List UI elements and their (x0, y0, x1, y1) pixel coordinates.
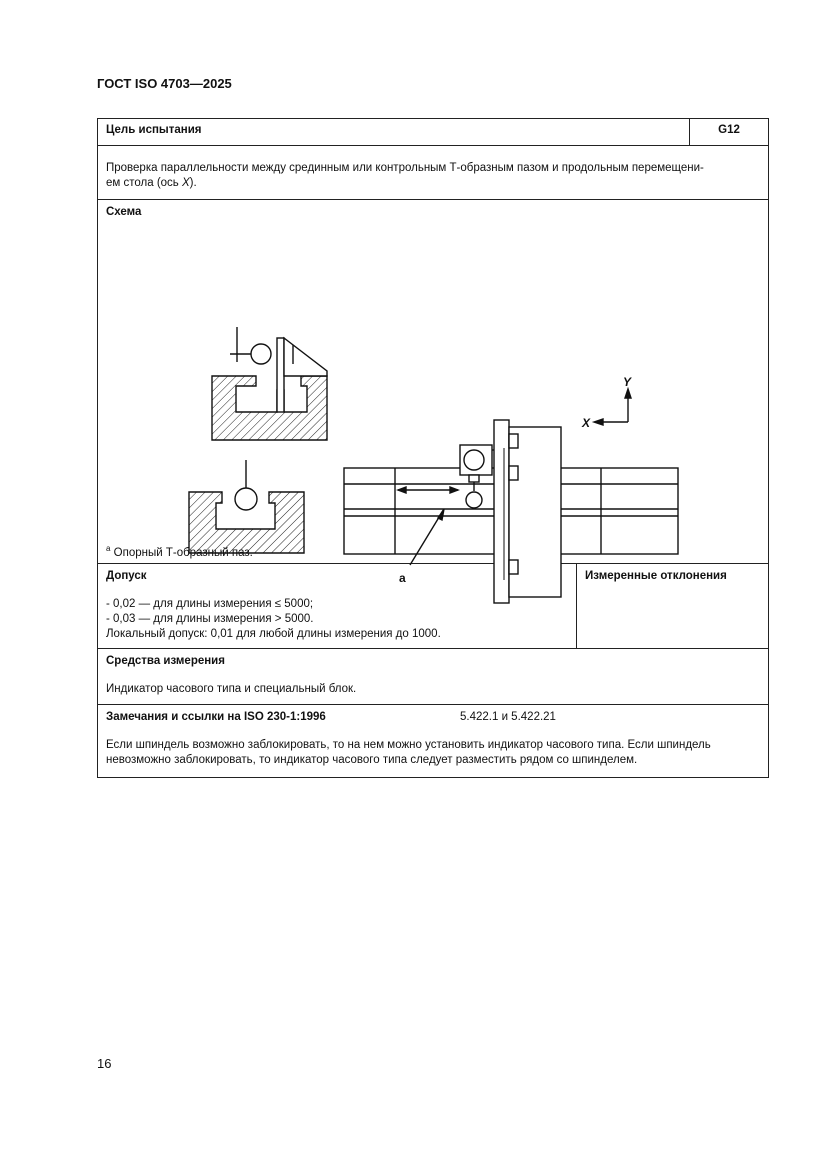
callout-label: a (399, 571, 406, 585)
axis-label-x: X (582, 416, 591, 430)
axis-indicator (594, 389, 631, 425)
purpose-suffix: ). (189, 177, 197, 189)
tolerance-line-3: Локальный допуск: 0,01 для любой длины измерения до 1000. (106, 628, 441, 640)
test-sheet (97, 118, 769, 778)
remarks-section (98, 705, 768, 777)
document-header: ГОСТ ISO 4703—2025 (97, 76, 232, 91)
test-code: G12 (689, 119, 768, 145)
measuring-tools-section (98, 649, 768, 705)
scheme-footnote (106, 541, 253, 561)
measured-deviations-cell: Измеренные отклонения (576, 564, 768, 648)
test-title-row (98, 119, 768, 146)
remarks-text-2: невозможно заблокировать, то индикатор часового типа следует разместить рядом со шпинделем. (106, 754, 638, 766)
page-number: 16 (97, 1056, 112, 1071)
tools-label: Средства измерения (106, 655, 225, 667)
tolerance-label: Допуск (106, 570, 147, 582)
remarks-text-1: Если шпиндель возможно заблокировать, то на нем можно установить индикатор часового типа. Если шпиндель (106, 739, 711, 751)
tolerance-line-2: - 0,03 — для длины измерения > 5000. (106, 613, 314, 625)
purpose-line-1: Проверка параллельности между срединным или контрольным Т-образным пазом и продольным перемещени- (106, 162, 704, 174)
axis-label-y: Y (623, 375, 632, 389)
remarks-label: Замечания и ссылки на ISO 230-1:1996 (106, 711, 326, 723)
tolerance-cell (98, 564, 576, 648)
test-purpose (98, 146, 768, 200)
tools-text: Индикатор часового типа и специальный блок. (106, 683, 357, 695)
remarks-reference: 5.422.1 и 5.422.21 (460, 711, 556, 723)
scheme-label: Схема (106, 206, 142, 218)
tolerance-line-1: - 0,02 — для длины измерения ≤ 5000; (106, 598, 314, 610)
footnote-marker: a (106, 544, 111, 553)
purpose-prefix: ем стола (ось (106, 177, 182, 189)
purpose-axis: X (182, 177, 190, 189)
lower-t-slot-section (189, 460, 304, 553)
tolerance-section (98, 564, 768, 649)
purpose-line-2 (106, 176, 760, 191)
footnote-text: Опорный Т-образный паз. (110, 546, 253, 559)
test-title-label: Цель испытания (106, 124, 202, 136)
upper-t-slot-section (212, 327, 327, 440)
